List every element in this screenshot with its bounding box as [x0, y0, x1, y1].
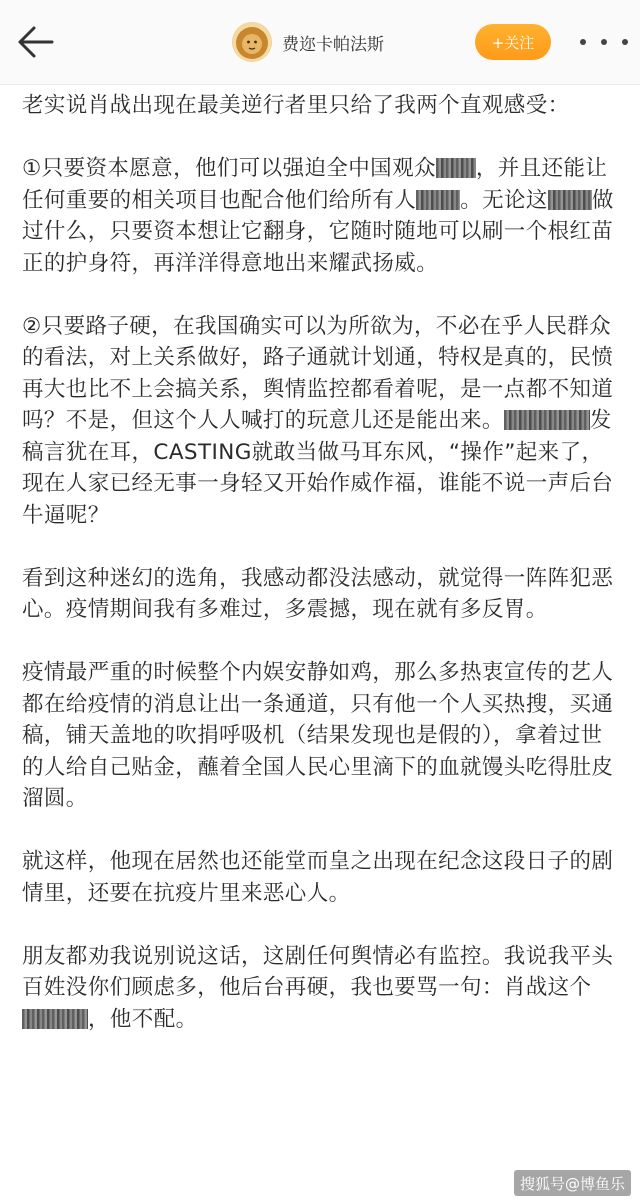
paragraph-3 [22, 311, 622, 532]
paragraph-6: 就这样，他现在居然也还能堂而皇之出现在纪念这段日子的剧情里，还要在抗疫片里来恶心人。 [22, 849, 614, 906]
censor-mosaic [416, 190, 460, 210]
lion-avatar-image [232, 22, 272, 62]
text-segment: 做过什么，只要资本想让它翻身，它随时随地可以刷一个根红苗正的护身符，再洋洋得意地出来耀武扬威。 [22, 187, 614, 276]
more-button[interactable] [580, 30, 628, 54]
censor-mosaic [504, 410, 590, 430]
censor-mosaic [22, 1009, 88, 1029]
text-segment: 朋友都劝我说别说这话，这剧任何舆情必有监控。我说我平头百姓没你们顾虑多，他后台再硬，我也要骂一句：肖战这个 [22, 943, 614, 1000]
username[interactable]: 费迩卡帕法斯 [282, 34, 384, 55]
censor-mosaic [436, 158, 476, 178]
post-author[interactable] [232, 22, 384, 62]
back-arrow-icon [12, 20, 60, 64]
back-button[interactable] [12, 20, 60, 64]
post-body [22, 90, 622, 1067]
text-segment: 发稿言犹在耳，CASTING就敢当做马耳东风，“操作”起来了，现在人家已经无事一身轻又开始作威作福，谁能不说一声后台牛逼呢？ [22, 408, 614, 528]
watermark: 搜狐号@博鱼乐 [514, 1170, 631, 1196]
text-segment: 。无论这 [460, 187, 548, 213]
more-dots-icon [601, 39, 607, 45]
more-dots-icon [580, 39, 586, 45]
paragraph-2 [22, 153, 622, 279]
paragraph-7 [22, 941, 622, 1036]
text-segment: ①只要资本愿意，他们可以强迫全中国观众 [22, 156, 436, 181]
text-segment: ，他不配。 [88, 1006, 198, 1032]
text-segment: ，并且还能让任何重要的相关项目也配合他们给所有人 [22, 156, 608, 213]
paragraph-5: 疫情最严重的时候整个内娱安静如鸡，那么多热衷宣传的艺人都在给疫情的消息让出一条通道，只有他一个人买热搜，买通稿，铺天盖地的吹捐呼吸机（结果发现也是假的），拿着过世的人给自己贴金，蘸着全国人民心里滴下的血就馒头吃得肚皮溜圆。 [22, 660, 614, 811]
paragraph-4: 看到这种迷幻的选角，我感动都没法感动，就觉得一阵阵犯恶心。疫情期间我有多难过，多震撼，现在就有多反胃。 [22, 565, 614, 622]
paragraph-1: 老实说肖战出现在最美逆行者里只给了我两个直观感受： [22, 93, 570, 118]
text-segment: ②只要路子硬，在我国确实可以为所欲为，不必在乎人民群众的看法，对上关系做好，路子通就计划通，特权是真的，民愤再大也比不上会搞关系，舆情监控都看着呢，是一点都不知道吗？不是，但这个人人喊打的玩意儿还是能出来。 [22, 313, 614, 433]
more-dots-icon [622, 39, 628, 45]
follow-button[interactable]: +关注 [475, 24, 551, 60]
top-navigation-bar [0, 0, 640, 85]
censor-mosaic [548, 190, 592, 210]
avatar[interactable] [232, 22, 272, 62]
